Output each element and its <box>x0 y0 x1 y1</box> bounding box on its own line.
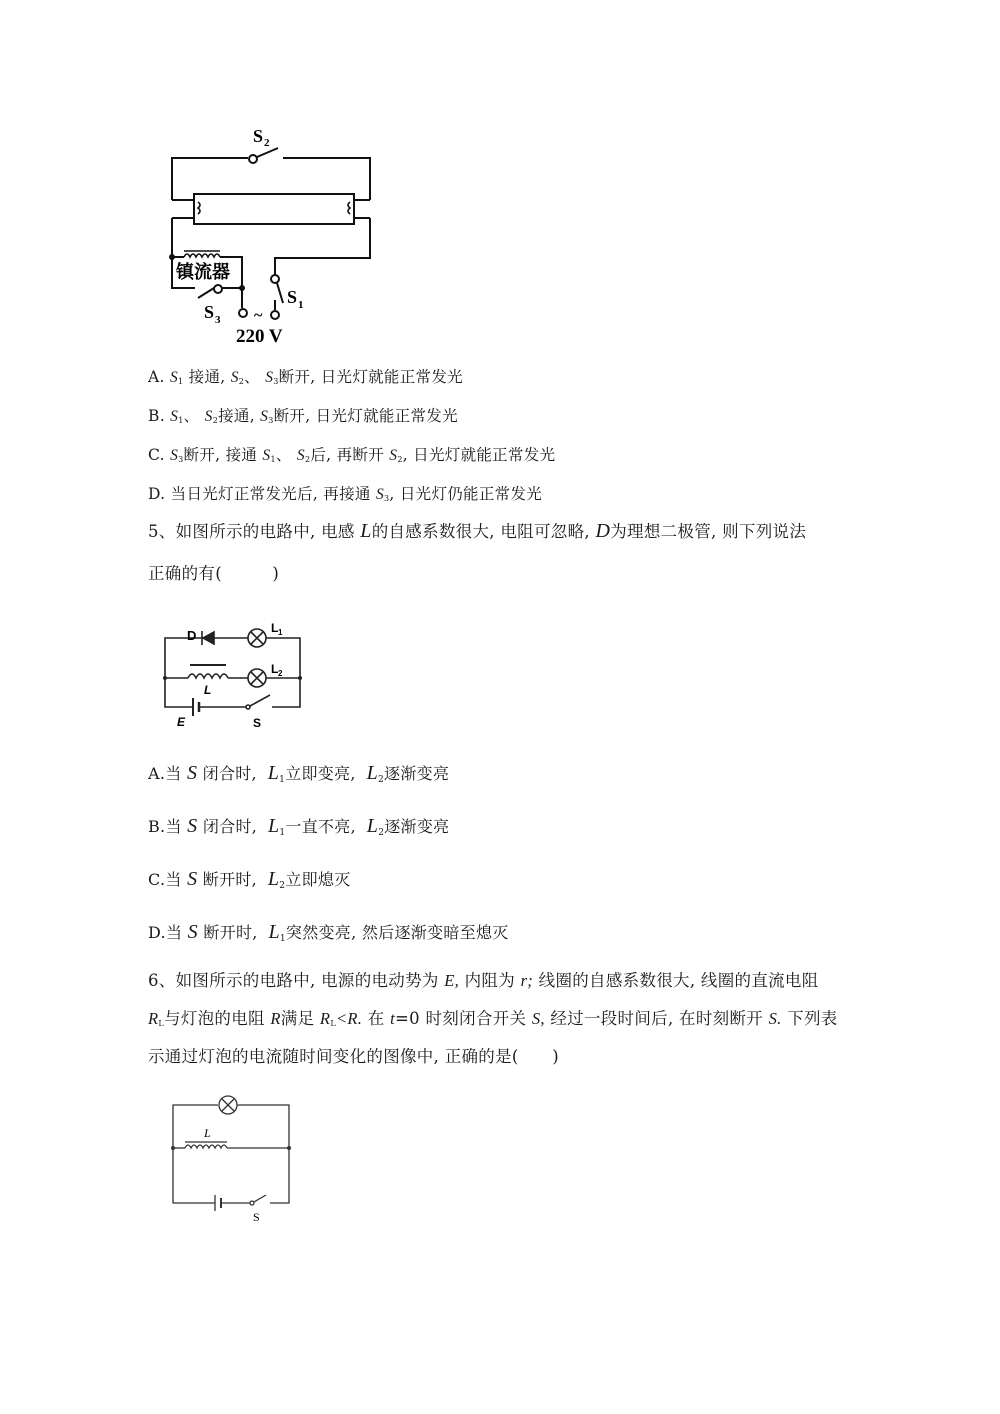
inductor-label: L <box>204 683 212 697</box>
s3-sub-label: 3 <box>215 314 221 326</box>
option-letter: B. <box>148 407 165 425</box>
switch-label: S <box>253 716 262 730</box>
q5-option-b: B.当 S 闭合时, $L_1$一直不亮, $L_2$逐渐变亮 <box>148 815 450 838</box>
q5-option-d: D.当 S 断开时, $L_1$突然变亮, 然后逐渐变暗至熄灭 <box>148 921 509 944</box>
s2-label: S <box>253 126 264 146</box>
s1-sub-label: 1 <box>298 299 304 311</box>
ballast-label: 镇流器 <box>176 262 230 283</box>
svg-text:1: 1 <box>278 628 283 637</box>
option-letter: A. <box>148 764 166 783</box>
s1-label: S <box>287 287 298 307</box>
svg-text:2: 2 <box>278 669 283 678</box>
option-letter: B. <box>148 817 166 836</box>
option-letter: A. <box>148 368 165 386</box>
option-letter: C. <box>148 870 166 889</box>
q6-stem-line-3: 示通过灯泡的电流随时间变化的图像中, 正确的是( ) <box>148 1047 559 1066</box>
lamp-l1-label: L <box>271 621 279 635</box>
q5-option-a: A.当 S 闭合时, $L_1$立即变亮, $L_2$逐渐变亮 <box>148 762 450 785</box>
diode-label: D <box>187 628 197 643</box>
q4-option-b: B. $S_1$、 $S_2$接通, $S_3$断开, 日光灯就能正常发光 <box>148 407 458 425</box>
q4-option-d: D. 当日光灯正常发光后, 再接通 $S_3$, 日光灯仍能正常发光 <box>148 485 543 503</box>
fluorescent-lamp-circuit-diagram <box>150 120 390 350</box>
q5-option-c: C.当 S 断开时, $L_2$立即熄灭 <box>148 868 351 891</box>
s3-label: S <box>204 302 215 322</box>
q4-option-a: A. $S_1$ 接通, $S_2$、 $S_3$断开, 日光灯就能正常发光 <box>148 368 463 386</box>
q6-stem-line-1: 6、如图所示的电路中, 电源的电动势为 E, 内阻为 r; 线圈的自感系数很大, 线圈的直流电阻 <box>148 971 819 990</box>
q4-option-c: C. $S_3$断开, 接通 $S_1$、 $S_2$后, 再断开 $S_2$, 日光灯就能正常发光 <box>148 446 556 464</box>
voltage-label: 220 V <box>236 326 283 347</box>
s2-sub-label: 2 <box>264 137 270 149</box>
question-number: 6、 <box>148 971 176 990</box>
lamp-l2-label: L <box>271 662 279 676</box>
switch-label: S <box>253 1210 260 1224</box>
q5-stem-line-1: 5、如图所示的电路中, 电感 L的自感系数很大, 电阻可忽略, D为理想二极管, 则下列说法 <box>148 520 807 542</box>
q5-circuit-diagram <box>150 610 330 740</box>
q6-circuit-diagram <box>160 1085 310 1225</box>
question-number: 5、 <box>148 522 176 541</box>
battery-label: E <box>177 715 186 729</box>
option-letter: C. <box>148 446 165 464</box>
inductor-label: L <box>204 1126 211 1140</box>
ac-tilde-label: ~ <box>254 307 263 324</box>
option-letter: D. <box>148 923 166 942</box>
option-letter: D. <box>148 485 166 503</box>
q5-stem-line-2: 正确的有( ) <box>148 564 280 583</box>
q6-stem-line-2: $R_L$与灯泡的电阻 R满足 $R_L<R$. 在 t=0 时刻闭合开关 S, 经过一段时间后, 在时刻断开 S. 下列表 <box>148 1009 838 1028</box>
